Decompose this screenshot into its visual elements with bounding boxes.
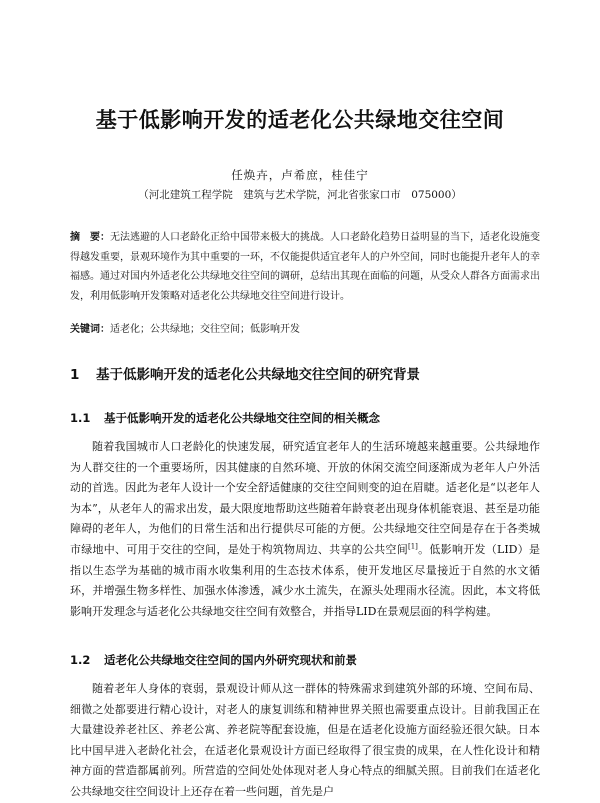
section-1-2-paragraph	[70, 679, 540, 803]
keywords-label: 关键词：	[70, 324, 110, 335]
paper-title: 基于低影响开发的适老化公共绿地交往空间	[95, 108, 505, 132]
section-1-1-number: 1.1	[70, 411, 91, 425]
section-1-2-heading	[70, 652, 540, 668]
citation-ref: [1]	[407, 542, 418, 551]
keywords-block	[70, 323, 540, 337]
section-1-number: 1	[70, 367, 80, 383]
section-1-2-text: 随着老年人身体的衰弱，景观设计师从这一群体的特殊需求到建筑外部的环境、空间布局、细微之处都要进行精心设计，对老人的康复训练和精神世界关照也需要重点设计。目前我国正在大量建设养老社区、养老公寓、养老院等配套设施，但是在适老化设施方面经验还很欠缺。日本比中国早进入老龄化社会，在适老化景观设计方面已经取得了很宝贵的成果，在人性化设计和精神方面的营造都属前列。所营造的空间处处体现对老人身心特点的细腻关照。目前我们在适老化公共绿地交往空间设计上还存在着一些问题，首先是户	[70, 682, 540, 798]
section-1-1-text: 随着我国城市人口老龄化的快速发展，研究适宜老年人的生活环境越来越重要。公共绿地作为人群交往的一个重要场所，因其健康的自然环境、开放的休闲交流空间逐渐成为老年人户外活动的首选。因此为老年人设计一个安全舒适健康的交往空间则变的迫在眉睫。适老化是“以老年人为本”，从老年人的需求出发，最大限度地帮助这些随着年龄衰老出现身体机能衰退、甚至是功能障碍的老年人，为他们的日常生活和出行提供尽可能的方便。公共绿地交往空间是存在于各类城市绿地中、可用于交往的空间，是处于构筑物周边、共享的公共空间	[70, 440, 540, 556]
abstract-label: 摘 要：	[70, 232, 110, 243]
section-1-2-title: 适老化公共绿地交往空间的国内外研究现状和前景	[104, 653, 357, 667]
section-1-1-title: 基于低影响开发的适老化公共绿地交往空间的相关概念	[104, 411, 380, 425]
section-1-1-heading	[70, 410, 540, 426]
keywords-text: 适老化；公共绿地；交往空间；低影响开发	[110, 324, 300, 335]
section-1-1-paragraph	[70, 437, 540, 622]
abstract-block	[70, 228, 540, 306]
author-affiliation: （河北建筑工程学院 建筑与艺术学院，河北省张家口市 075000）	[138, 189, 462, 201]
author-list: 任焕卉，卢希庶，桂佳宁	[231, 168, 369, 182]
section-1-heading	[70, 363, 540, 383]
section-1-title: 基于低影响开发的适老化公共绿地交往空间的研究背景	[96, 367, 420, 383]
section-1-1-text-rest: 。低影响开发（LID）是指以生态学为基础的城市雨水收集利用的生态技术体系，使开发地区尽量接近于自然的水文循环，并增强生物多样性、加强水体渗透，减少水土流失，在源头处理雨水径流。因此，本文将低影响开发理念与适老化公共绿地交往空间有效整合，并指导LID在景观层面的科学构建。	[70, 542, 541, 618]
section-1-2-number: 1.2	[70, 653, 91, 667]
abstract-text: 无法逃避的人口老龄化正给中国带来极大的挑战。人口老龄化趋势日益明显的当下，适老化设施变得越发重要，景观环境作为其中重要的一环，不仅能提供适宜老年人的户外空间，同时也能提升老年人的幸福感。通过对国内外适老化公共绿地交往空间的调研，总结出其现在面临的问题，从受众人群各方面需求出发，利用低影响开发策略对适老化公共绿地交往空间进行设计。	[70, 232, 540, 302]
